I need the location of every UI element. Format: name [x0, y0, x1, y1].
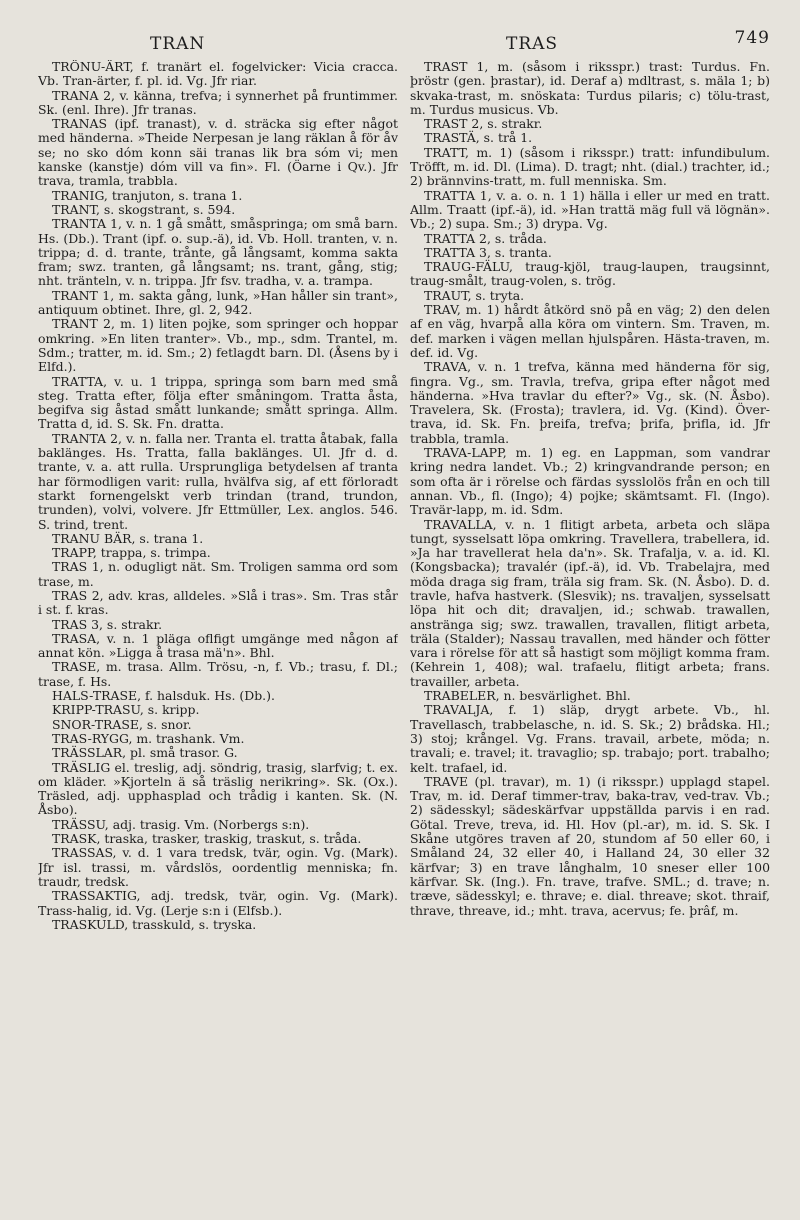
page-number: 749 — [734, 28, 770, 48]
dictionary-entry: TRANAS (ipf. tranast), v. d. sträcka sig efter något med händerna. »Theide Nerpesan je lang räklan å för åv se; no sko dóm konn säi tranas lik bra sóm vi; men kanske (kanstje) dóm vill va fin». Fl. (Öarne i Qv.). Jfr trava, tramla, trabbla. — [38, 116, 398, 189]
dictionary-entry: TRÄSLIG el. treslig, adj. söndrig, trasig, slarfvig; t. ex. om kläder. »Kjorteln ä så träslig nerikring». Sk. (Ox.). Träsled, adj. upphasplad och trådig i kanten. Sk. (N. Åsbo). — [38, 759, 398, 818]
dictionary-entry: TRABELER, n. besvärlighet. Bhl. — [424, 688, 631, 704]
dictionary-entry: TRAPP, trappa, s. trimpa. — [52, 545, 211, 561]
dictionary-entry: TRAS 1, n. odugligt nät. Sm. Troligen samma ord som trase, m. — [38, 559, 398, 589]
header-center-word: TRAS — [506, 34, 559, 54]
dictionary-entry: TRANU BÄR, s. trana 1. — [52, 530, 204, 546]
running-header — [28, 20, 770, 60]
right-column — [410, 60, 770, 932]
left-column — [38, 60, 398, 932]
dictionary-entry: HALS-TRASE, f. halsduk. Hs. (Db.). — [52, 688, 275, 704]
dictionary-entry: TRAS 2, adv. kras, alldeles. »Slå i tras». Sm. Tras står i st. f. kras. — [38, 587, 398, 618]
dictionary-entry: TRAST 1, m. (såsom i riksspr.) trast: Turdus. Fn. þröstr (gen. þrastar), id. Deraf a) mdltrast, s. mäla 1; b) skvaka-trast, m. snöskata: Turdus pilaris; c) tölu-trast, m. Turdus musicus. Vb. — [410, 60, 770, 117]
dictionary-entry: TRATTA 2, s. tråda. — [424, 230, 547, 246]
dictionary-entry: TRANT 2, m. 1) liten pojke, som springer och hoppar omkring. »En liten tranter». Vb., mp., sdm. Trantel, m. Sdm.; tratter, m. id. Sm.; 2) fetlagdt barn. Dl. (Åsens by i Elfd.). — [38, 316, 398, 375]
dictionary-entry: KRIPP-TRASU, s. kripp. — [52, 702, 200, 718]
dictionary-entry: TRANT, s. skogstrant, s. 594. — [52, 201, 236, 217]
two-column-body — [28, 60, 770, 932]
dictionary-entry: TRAS 3, s. strakr. — [52, 616, 163, 632]
dictionary-entry: TRASTÄ, s. trå 1. — [424, 130, 533, 146]
dictionary-entry: TRASSAS, v. d. 1 vara tredsk, tvär, ogin. Vg. (Mark). Jfr isl. trassi, m. vårdslös, oordentlig menniska; fn. traudr, tredsk. — [38, 845, 398, 889]
dictionary-entry: TRANA 2, v. känna, trefva; i synnerhet på fruntimmer. Sk. (enl. Ihre). Jfr tranas. — [38, 87, 398, 117]
dictionary-entry: TRASSAKTIG, adj. tredsk, tvär, ogin. Vg. (Mark). Trass-halig, id. Vg. (Lerje s:n i (Elfsb.). — [38, 888, 398, 918]
dictionary-entry: TRATTA 3, s. tranta. — [424, 244, 552, 260]
dictionary-entry: TRANIG, tranjuton, s. trana 1. — [52, 187, 243, 203]
dictionary-entry: TRASK, traska, trasker, traskig, traskut, s. tråda. — [52, 831, 362, 847]
dictionary-entry: TRAVALLA, v. n. 1 flitigt arbeta, arbeta och släpa tungt, sysselsatt löpa omkring. Travellera, trabellera, id. »Ja har travellerat hela da'n». Sk. Trafalja, v. a. id. Kl. (Kongsbacka); travalér (ipf.-ä), id. Vb. Trabelajra, med möda draga sig fram, träla sig fram. Sk. (N. Åsbo). D. d. travle, hafva hastverk. (Slesvik); ns. travaljen, sysselsatt löpa hit och dit; dravaljen, id.; schwab. trawallen, anstränga sig; swz. trawallen, travallen, flitigt arbeta, träla (Stalder); Nassau travallen, med händer och fötter vara i rörelse för att så hastigt som möjligt komma fram. (Kehrein 1, 408); wal. trafaelu, flitigt arbeta; frans. travailler, arbeta. — [410, 516, 770, 689]
dictionary-entry: TRATT, m. 1) (såsom i riksspr.) tratt: infundibulum. Tröfft, m. id. Dl. (Lima). D. tragt; nht. (dial.) trachter, id.; 2) brännvins-tratt, m. full menniska. Sm. — [410, 144, 770, 189]
dictionary-entry: TRASA, v. n. 1 pläga oflfigt umgänge med någon af annat kön. »Ligga å trasa mä'n». Bhl. — [38, 630, 398, 661]
dictionary-entry: TRÄSSU, adj. trasig. Vm. (Norbergs s:n). — [52, 816, 310, 832]
dictionary-entry: TRASE, m. trasa. Allm. Trösu, -n, f. Vb.; trasu, f. Dl.; trase, f. Hs. — [38, 659, 398, 689]
dictionary-entry: TRANT 1, m. sakta gång, lunk, »Han håller sin trant», antiquum obtinet. Ihre, gl. 2, 942. — [38, 287, 398, 318]
dictionary-entry: TRATTA 1, v. a. o. n. 1 1) hälla i eller ur med en tratt. Allm. Traatt (ipf.-ä), id. »Han trattä mäg full vä lögnän». Vb.; 2) supa. Sm.; 3) drypa. Vg. — [410, 187, 770, 232]
dictionary-entry: TRAUG-FÄLU, traug-kjöl, traug-laupen, traugsinnt, traug-smålt, traug-volen, s. trög. — [410, 259, 770, 289]
dictionary-entry: TRATTA, v. u. 1 trippa, springa som barn med små steg. Tratta efter, följa efter småningom. Tratta åsta, begifva sig åstad smått lunkande; smått springa. Allm. Tratta d, id. S. Sk. Fn. dratta. — [38, 373, 398, 432]
dictionary-entry: TRAV, m. 1) hårdt åtkörd snö på en väg; 2) den delen af en väg, hvarpå alla köra om vintern. Sm. Traven, m. def. marken i vägen mellan hjulspåren. Hästa-traven, m. def. id. Vg. — [410, 302, 770, 360]
dictionary-entry: TRANTA 1, v. n. 1 gå smått, småspringa; om små barn. Hs. (Db.). Trant (ipf. o. sup.-ä), id. Vb. Holl. tranten, v. n. trippa; d. d. trante, trånte, gå långsamt, komma sakta fram; swz. tranten, gå långsamt; ns. trant, gång, stig; nht. tränteln, v. n. trippa. Jfr fsv. tradha, v. a. trampa. — [38, 216, 398, 289]
header-left-word: TRAN — [150, 34, 206, 54]
dictionary-entry: TRAVE (pl. travar), m. 1) (i riksspr.) upplagd stapel. Trav, m. id. Deraf timmer-trav, baka-trav, ved-trav. Vb.; 2) sädesskyl; sädeskärfvar uppställda parvis i en rad. Götal. Treve, treva, id. Hl. Hov (pl.-ar), m. id. S. Sk. I Skåne utgöres traven af 20, stundom af 50 eller 60, i Småland 24, 32 eller 40, i Halland 24, 30 eller 32 kärfvar; 3) en trave långhalm, 10 sneser eller 100 kärfvar. Sk. (Ing.). Fn. trave, trafve. SML.; d. trave; n. træve, sädesskyl; e. thrave; e. dial. threave; skot. thraif, thrave, threave, id.; mht. trava, acervus; fe. þrâf, m. — [410, 773, 770, 918]
dictionary-entry: SNOR-TRASE, s. snor. — [52, 716, 192, 732]
dictionary-entry: TRAUT, s. tryta. — [424, 287, 525, 303]
dictionary-entry: TRASKULD, trasskuld, s. tryska. — [52, 916, 257, 932]
dictionary-entry: TRÖNU-ÄRT, f. tranärt el. fogelvicker: Vicia cracca. Vb. Tran-ärter, f. pl. id. Vg. Jfr riar. — [38, 60, 398, 89]
dictionary-entry: TRAVA-LAPP, m. 1) eg. en Lappman, som vandrar kring nedra landet. Vb.; 2) kringvandrande person; en som ofta är i rörelse och färdas sysslolös från en och till annan. Vb., fl. (Ingo); 4) pojke; skämtsamt. Fl. (Ingo). Travär-lapp, m. id. Sdm. — [410, 445, 770, 518]
dictionary-entry: TRAVALJA, f. 1) släp, drygt arbete. Vb., hl. Travellasch, trabbelasche, n. id. S. Sk.; 2) brådska. Hl.; 3) stoj; krångel. Vg. Frans. travail, arbete, möda; n. travali; e. travel; it. travaglio; sp. trabajo; port. trabalho; kelt. trafael, id. — [410, 702, 770, 775]
dictionary-entry: TRANTA 2, v. n. falla ner. Tranta el. tratta åtabak, falla baklänges. Hs. Tratta, falla baklänges. Ul. Jfr d. d. trante, v. a. att rulla. Ursprungliga betydelsen af tranta har förmodligen varit: rulla, hvälfva sig, af ett förloradt starkt fornengelskt verb trindan (trand, trundon, trunden), volvi, volvere. Jfr Ettmüller, Lex. anglos. 546. S. trind, trent. — [38, 430, 398, 532]
dictionary-entry: TRAS-RYGG, m. trashank. Vm. — [52, 730, 245, 746]
dictionary-entry: TRAST 2, s. strakr. — [424, 116, 543, 132]
dictionary-entry: TRAVA, v. n. 1 trefva, känna med händerna för sig, fingra. Vg., sm. Travla, trefva, gripa efter något med händerna. »Hva travlar du efter?» Vg., sk. (N. Åsbo). Travelera, Sk. (Frosta); travlera, id. Vg. (Kind). Över-trava, id. Sk. Fn. þreifa, trefva; þrifa, þrifla, id. Jfr trabbla, tramla. — [410, 359, 770, 446]
dictionary-entry: TRÄSSLAR, pl. små trasor. G. — [52, 745, 238, 761]
